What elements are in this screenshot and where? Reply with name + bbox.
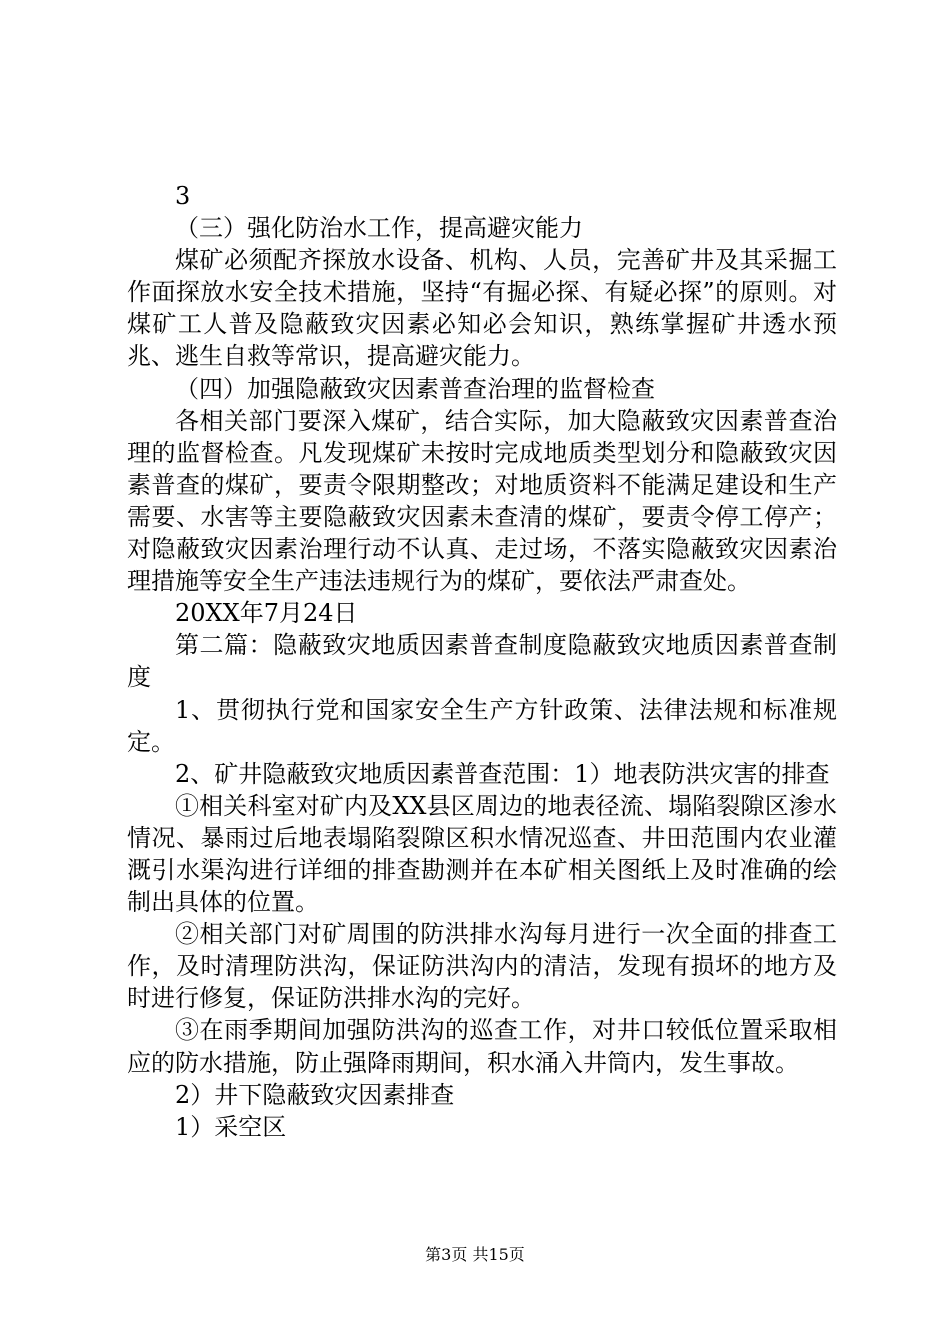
section-number: 3 <box>175 182 191 210</box>
paragraph-circled-2: ②相关部门对矿周围的防洪排水沟每月进行一次全面的排查工作，及时清理防洪沟，保证防洪沟内的清洁，发现有损坏的地方及时进行修复，保证防洪排水沟的完好。 <box>127 920 837 1013</box>
paragraph-circled-3: ③在雨季期间加强防洪沟的巡查工作，对井口较低位置采取相应的防水措施，防止强降雨期间，积水涌入井筒内，发生事故。 <box>127 1016 837 1077</box>
paragraph-circled-1: ①相关科室对矿内及XX县区周边的地表径流、塌陷裂隙区渗水情况、暴雨过后地表塌陷裂隙区积水情况巡查、井田范围内农业灌溉引水渠沟进行详细的排查勘测并在本矿相关图纸上及时准确的绘制出具体的位置。 <box>127 791 837 917</box>
section-heading-4: （四）加强隐蔽致灾因素普查治理的监督检查 <box>175 374 655 403</box>
section-heading-3: （三）强化防治水工作，提高避灾能力 <box>175 214 583 243</box>
subheading-goaf: 1）采空区 <box>175 1112 287 1141</box>
document-body <box>127 180 837 1143</box>
document-date: 20XX年7月24日 <box>175 599 358 628</box>
chapter-title-2: 第二篇：隐蔽致灾地质因素普查制度隐蔽致灾地质因素普查制度 <box>127 631 837 692</box>
page-footer: 第3页 共15页 <box>425 1245 525 1264</box>
paragraph-item-1: 1、贯彻执行党和国家安全生产方针政策、法律法规和标准规定。 <box>127 695 837 756</box>
paragraph-item-2: 2、矿井隐蔽致灾地质因素普查范围：1）地表防洪灾害的排查 <box>175 759 830 788</box>
paragraph-supervision: 各相关部门要深入煤矿，结合实际，加大隐蔽致灾因素普查治理的监督检查。凡发现煤矿未按时完成地质类型划分和隐蔽致灾因素普查的煤矿，要责令限期整改；对地质资料不能满足建设和生产需要、水害等主要隐蔽致灾因素未查清的煤矿，要责令停工停产；对隐蔽致灾因素治理行动不认真、走过场，不落实隐蔽致灾因素治理措施等安全生产违法违规行为的煤矿，要依法严肃查处。 <box>127 406 837 596</box>
paragraph-water-control: 煤矿必须配齐探放水设备、机构、人员，完善矿井及其采掘工作面探放水安全技术措施，坚持“有掘必探、有疑必探”的原则。对煤矿工人普及隐蔽致灾因素必知必会知识，熟练掌握矿井透水预兆、逃生自救等常识，提高避灾能力。 <box>127 246 837 371</box>
subheading-underground: 2）井下隐蔽致灾因素排查 <box>175 1080 455 1109</box>
